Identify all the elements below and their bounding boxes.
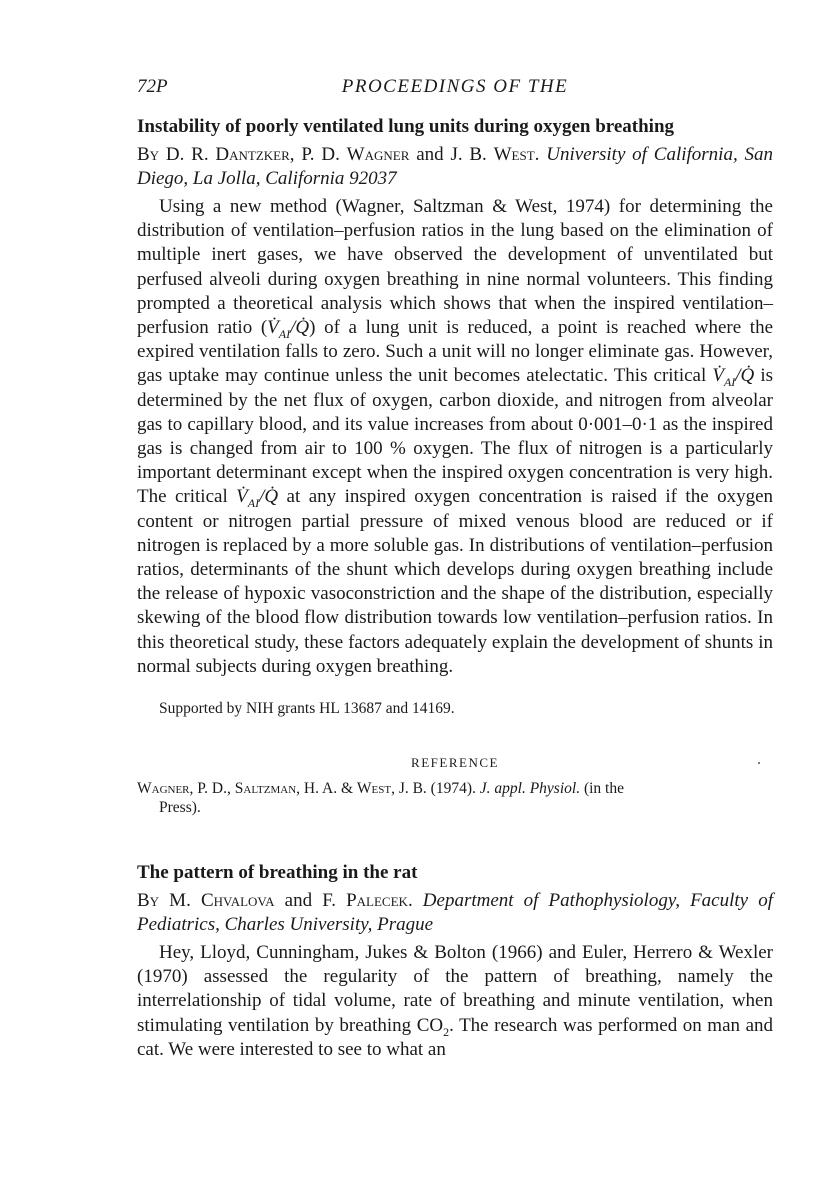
article-instability xyxy=(137,115,773,817)
subscript-ai: AI xyxy=(723,375,736,390)
journal-title: PROCEEDINGS OF THE xyxy=(341,76,569,97)
ref-author-surname: West xyxy=(356,780,392,798)
author-initials: F. xyxy=(322,890,336,912)
page-number: 72P xyxy=(137,76,168,97)
author-surname: Wagner xyxy=(346,144,410,165)
subscript-ai: AI xyxy=(278,326,291,341)
running-head xyxy=(137,70,773,102)
subscript-ai: AI xyxy=(247,496,260,511)
ref-journal: J. appl. Physiol. xyxy=(479,780,581,798)
reference-heading: REFERENCE xyxy=(411,755,499,771)
vq-ratio-symbol xyxy=(236,486,279,511)
body-text-segment: is determined by the net flux of oxygen, carbon dioxide, and nitrogen from alveolar gas to capillary blood, and its value increases from about 0·001–0·1 as the inspired gas is changed from air to 100 % oxygen. The flux of nitrogen is a particularly important determinant except when the inspired oxygen concentration is very high. The critical xyxy=(137,365,773,508)
author-initials: D. R. xyxy=(165,144,209,165)
article-title: Instability of poorly ventilated lung units during oxygen breathing xyxy=(137,116,675,137)
author-surname: Dantzker xyxy=(215,144,290,165)
affiliation: University of California, San Diego, La Jolla, California 92037 xyxy=(137,144,774,189)
byline: By M. Chvalova and F. Palecek. Department of Pathophysiology, Faculty of Pediatrics, Charles University, Prague xyxy=(137,890,773,936)
body-text-segment: at any inspired oxygen concentration is raised if the oxygen content or nitrogen partial pressure of mixed venous blood are reduced or if nitrogen is replaced by a more soluble gas. In distributions of ventilation–perfusion ratios, determinants of the shunt which develops during oxygen breathing include the release of hypoxic vasoconstriction and the shape of the distribution, especially skewing of the blood flow distribution towards low ventilation–perfusion ratios. In this theoretical study, these factors adequately explain the development of shunts in normal subjects during oxygen breathing. xyxy=(137,486,773,677)
author-initials: J. B. xyxy=(450,144,487,165)
v-dot-glyph: V̇ xyxy=(236,486,248,508)
body-text-segment: ) of a lung unit is reduced, a point is reached where the expired ventilation falls to zero. Such a unit will no longer eliminate gas. However, gas uptake may continue unless the unit becomes atelectatic. This critical xyxy=(137,317,773,387)
affiliation: Department of Pathophysiology, Faculty of Pediatrics, Charles University, Prague xyxy=(137,890,773,936)
stray-mark xyxy=(758,762,760,764)
ref-note: (in the xyxy=(580,780,624,798)
author-surname: West xyxy=(493,144,535,165)
q-dot-glyph: /Q̇ xyxy=(735,365,755,387)
v-dot-glyph: V̇ xyxy=(267,317,279,339)
article-pattern-of-breathing xyxy=(137,861,773,1062)
author-surname: Chvalova xyxy=(200,890,275,912)
ref-author-initials: , P. D., xyxy=(189,780,235,798)
abstract-paragraph xyxy=(137,195,773,679)
reference-entry xyxy=(137,779,773,817)
byline: By D. R. Dantzker, P. D. Wagner and J. B. West. University of California, San Diego, La Jolla, California 92037 xyxy=(137,144,774,189)
by-label: By xyxy=(137,890,160,912)
abstract-paragraph xyxy=(137,941,773,1062)
ref-author-surname: Wagner xyxy=(137,780,190,798)
page xyxy=(137,70,773,1062)
q-dot-glyph: /Q̇ xyxy=(290,317,310,339)
vq-ratio-symbol xyxy=(712,365,755,390)
body-text-segment: Using a new method (Wagner, Saltzman & West, 1974) for determining the distribution of ventilation–perfusion ratios in the lung based on the elimination of multiple inert gases, we have observed the development of unventilated but perfused alveoli during oxygen breathing in nine normal volunteers. This finding prompted a theoretical analysis which shows that when the inspired ventilation–perfusion ratio ( xyxy=(137,196,773,339)
author-surname: Palecek xyxy=(346,890,408,912)
ref-note-tail: Press). xyxy=(159,799,201,817)
by-label: By xyxy=(137,144,160,165)
body-text-segment: . The research was performed on man and cat. We were interested to see to what an xyxy=(137,1014,774,1060)
article-title: The pattern of breathing in the rat xyxy=(137,862,418,884)
v-dot-glyph: V̇ xyxy=(712,365,724,387)
and-word: and xyxy=(284,890,313,912)
and-word: and xyxy=(416,144,444,165)
ref-author-initials: , J. B. (1974). xyxy=(391,780,480,798)
vq-ratio-symbol xyxy=(267,317,310,341)
subscript-2: 2 xyxy=(443,1024,450,1039)
author-initials: P. D. xyxy=(301,144,340,165)
body-text-segment: Hey, Lloyd, Cunningham, Jukes & Bolton (1966) and Euler, Herrero & Wexler (1970) assessed the regularity of the pattern of breathing, namely the interrelationship of tidal volume, rate of breathing and minute ventilation, when stimulating ventilation by breathing CO xyxy=(137,942,773,1036)
ref-author-initials: , H. A. & xyxy=(296,780,357,798)
funding-note: Supported by NIH grants HL 13687 and 14169. xyxy=(159,700,455,718)
ref-author-surname: Saltzman xyxy=(234,780,297,798)
author-initials: M. xyxy=(169,890,191,912)
q-dot-glyph: /Q̇ xyxy=(259,486,279,508)
